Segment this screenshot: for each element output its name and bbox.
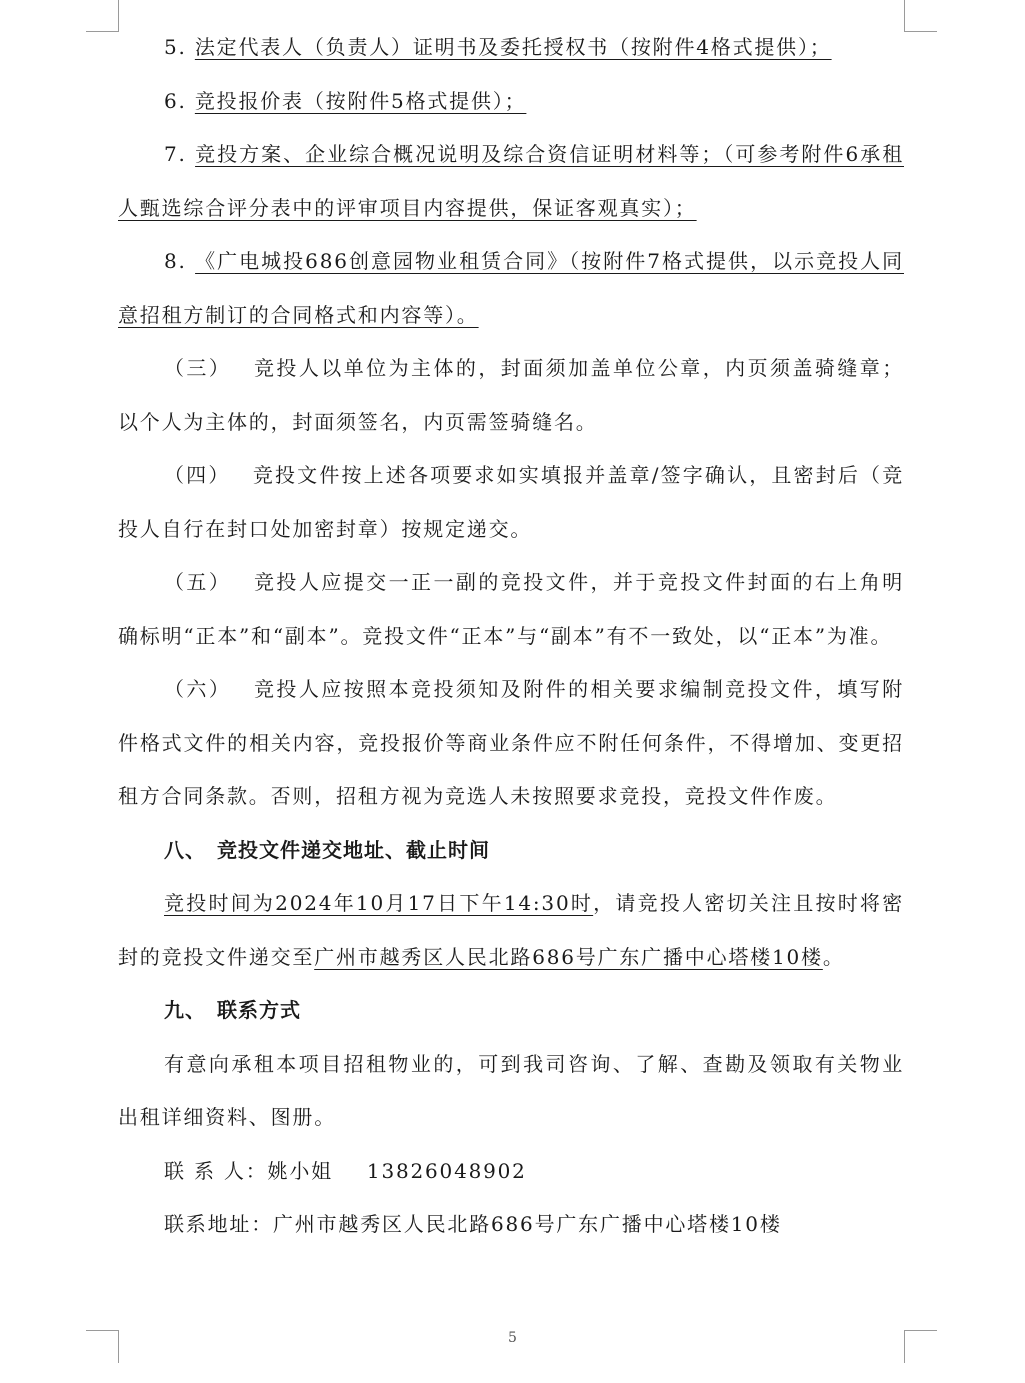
- list-item-6: 6. 竞投报价表（按附件5格式提供）；: [164, 88, 527, 113]
- clause-3: [118, 342, 904, 449]
- clause-4-label: （四）: [164, 463, 231, 487]
- list-item-7: 7. 竞投方案、企业综合概况说明及综合资信证明材料等；（可参考附件6承租人甄选综合评分表中的评审项目内容提供，保证客观真实）；: [118, 142, 904, 220]
- clause-6-label: （六）: [164, 677, 232, 701]
- clause-3-label: （三）: [164, 356, 232, 380]
- submission-address: 广州市越秀区人民北路686号广东广播中心塔楼10楼: [314, 944, 823, 969]
- submission-time: 竞投时间为2024年10月17日下午14:30时: [164, 891, 594, 915]
- clause-5-text: 竞投人应提交一正一副的竞投文件，并于竞投文件封面的右上角明确标明“正本”和“副本”。竞投文件“正本”与“副本”有不一致处，以“正本”为准。: [118, 570, 904, 648]
- crop-mark-top-right: [904, 0, 937, 32]
- clause-6-text: 竞投人应按照本竞投须知及附件的相关要求编制竞投文件，填写附件格式文件的相关内容，竞投报价等商业条件应不附任何条件，不得增加、变更招租方合同条款。否则，招租方视为竞选人未按照要求竞投，竞投文件作废。: [118, 677, 904, 808]
- list-item-5: 5. 法定代表人（负责人）证明书及委托授权书（按附件4格式提供）；: [164, 35, 832, 59]
- clause-6: [118, 663, 904, 824]
- section-9-heading: 九、 联系方式: [164, 998, 301, 1022]
- contact-phone: 13826048902: [366, 1158, 527, 1183]
- list-item-6-text: 竞投报价表（按附件5格式提供）；: [194, 88, 527, 113]
- contact-person-line: [118, 1145, 904, 1199]
- section-8-heading: 八、 竞投文件递交地址、截止时间: [164, 837, 490, 862]
- clause-5: [118, 556, 904, 663]
- document-body: [118, 21, 904, 1252]
- clause-5-label: （五）: [164, 570, 232, 594]
- section-8-paragraph: 竞投时间为2024年10月17日下午14:30时，请竞投人密切关注且按时将密封的竞投文件递交至广州市越秀区人民北路686号广东广播中心塔楼10楼。: [118, 891, 904, 969]
- list-item-8: 8. 《广电城投686创意园物业租赁合同》（按附件7格式提供，以示竞投人同意招租方制订的合同格式和内容等）。: [118, 249, 904, 327]
- contact-address-line: 联系地址：广州市越秀区人民北路686号广东广播中心塔楼10楼: [164, 1212, 782, 1236]
- crop-mark-top-left: [86, 0, 119, 32]
- contact-person: 联 系 人：姚小姐: [164, 1158, 333, 1183]
- clause-4: [118, 449, 904, 556]
- page-number: 5: [508, 1330, 517, 1346]
- section-9-intro: 有意向承租本项目招租物业的，可到我司咨询、了解、查勘及领取有关物业出租详细资料、图册。: [118, 1051, 904, 1129]
- list-item-8-text: 《广电城投686创意园物业租赁合同》（按附件7格式提供，以示竞投人同意招租方制订的合同格式和内容等）。: [118, 249, 904, 327]
- clause-4-text: 竞投文件按上述各项要求如实填报并盖章/签字确认，且密封后（竞投人自行在封口处加密封章）按规定递交。: [118, 463, 904, 541]
- list-item-7-text: 竞投方案、企业综合概况说明及综合资信证明材料等；（可参考附件6承租人甄选综合评分表中的评审项目内容提供，保证客观真实）；: [118, 142, 904, 220]
- clause-3-text: 竞投人以单位为主体的，封面须加盖单位公章，内页须盖骑缝章；以个人为主体的，封面须签名，内页需签骑缝名。: [118, 356, 904, 434]
- list-item-5-text: 法定代表人（负责人）证明书及委托授权书（按附件4格式提供）；: [194, 35, 832, 59]
